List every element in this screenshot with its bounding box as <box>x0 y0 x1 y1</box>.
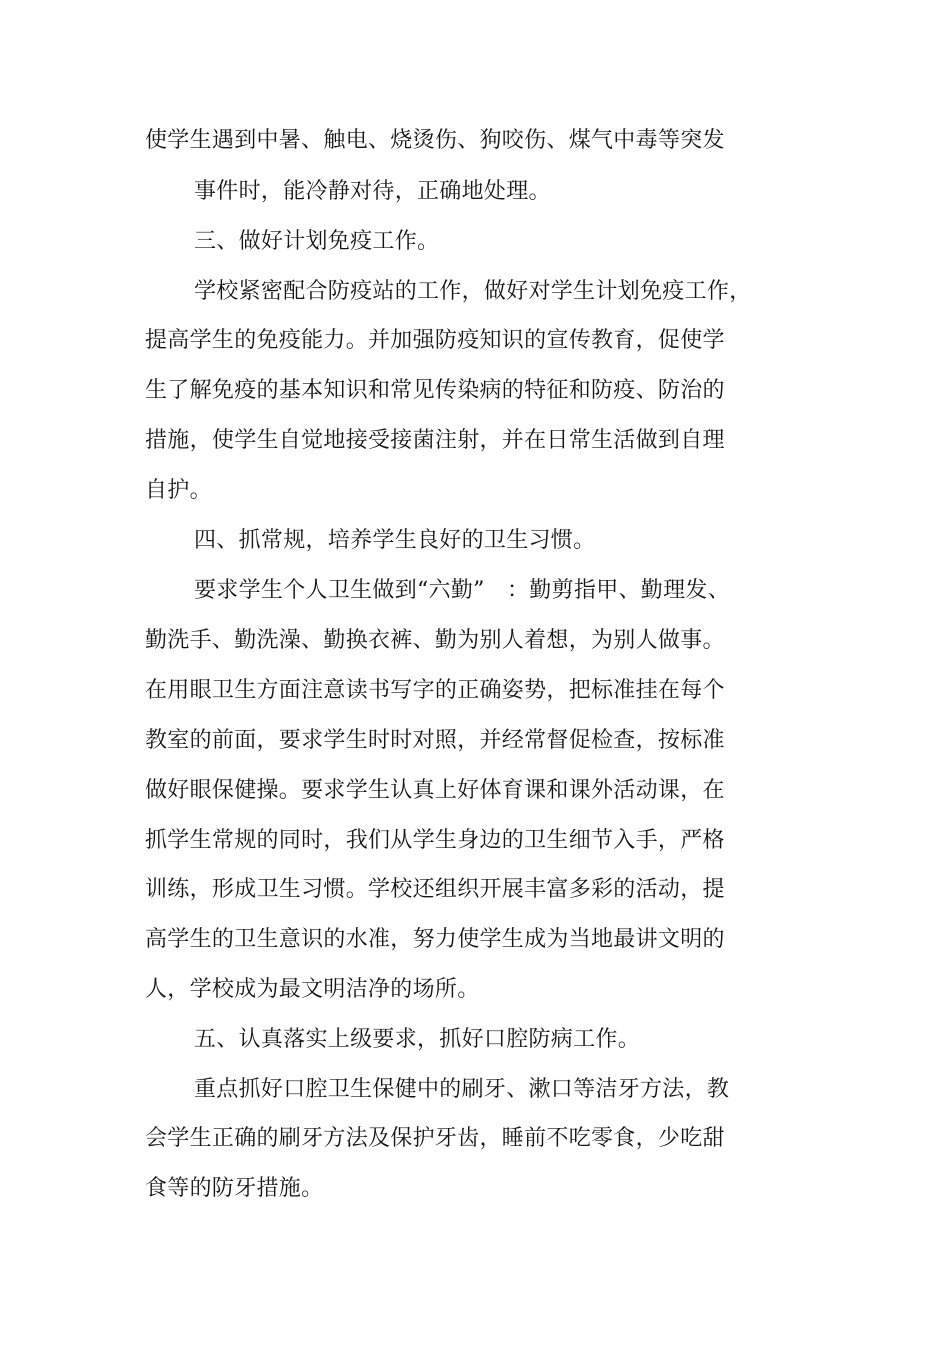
section-heading: 四、抓常规，培养学生良好的卫生习惯。 <box>194 528 596 553</box>
body-text-line: 事件时，能冷静对待，正确地处理。 <box>194 179 551 204</box>
body-text-line: 做好眼保健操。要求学生认真上好体育课和课外活动课，在 <box>145 778 725 803</box>
body-text-line: 重点抓好口腔卫生保健中的刷牙、漱口等洁牙方法，教 <box>194 1077 730 1102</box>
body-text-line: 要求学生个人卫生做到“六勤” ：勤剪指甲、勤理发、 <box>194 578 730 603</box>
body-text-line: 教室的前面，要求学生时时对照，并经常督促检查，按标准 <box>145 728 725 753</box>
body-text-line: 提高学生的免疫能力。并加强防疫知识的宣传教育，促使学 <box>145 328 725 353</box>
body-text-line: 勤洗手、勤洗澡、勤换衣裤、勤为别人着想，为别人做事。 <box>145 628 725 653</box>
body-text-line: 自护。 <box>145 478 212 503</box>
body-text-line: 在用眼卫生方面注意读书写字的正确姿势，把标准挂在每个 <box>145 678 725 703</box>
body-text-line: 食等的防牙措施。 <box>145 1176 324 1201</box>
body-text-line: 措施，使学生自觉地接受接菌注射，并在日常生活做到自理 <box>145 428 725 453</box>
body-text-line: 学校紧密配合防疫站的工作，做好对学生计划免疫工作， <box>194 279 752 304</box>
body-text-line: 使学生遇到中暑、触电、烧烫伤、狗咬伤、煤气中毒等突发 <box>145 128 725 153</box>
section-heading: 五、认真落实上级要求，抓好口腔防病工作。 <box>194 1027 641 1052</box>
body-text-line: 人，学校成为最文明洁净的场所。 <box>145 977 480 1002</box>
body-text-line: 会学生正确的刷牙方法及保护牙齿，睡前不吃零食，少吃甜 <box>145 1126 725 1151</box>
section-heading: 三、做好计划免疫工作。 <box>194 229 440 254</box>
body-text-line: 抓学生常规的同时，我们从学生身边的卫生细节入手，严格 <box>145 828 725 853</box>
body-text-line: 生了解免疫的基本知识和常见传染病的特征和防疫、防治的 <box>145 378 725 403</box>
body-text-line: 训练，形成卫生习惯。学校还组织开展丰富多彩的活动，提 <box>145 877 725 902</box>
body-text-line: 高学生的卫生意识的水准，努力使学生成为当地最讲文明的 <box>145 927 725 952</box>
